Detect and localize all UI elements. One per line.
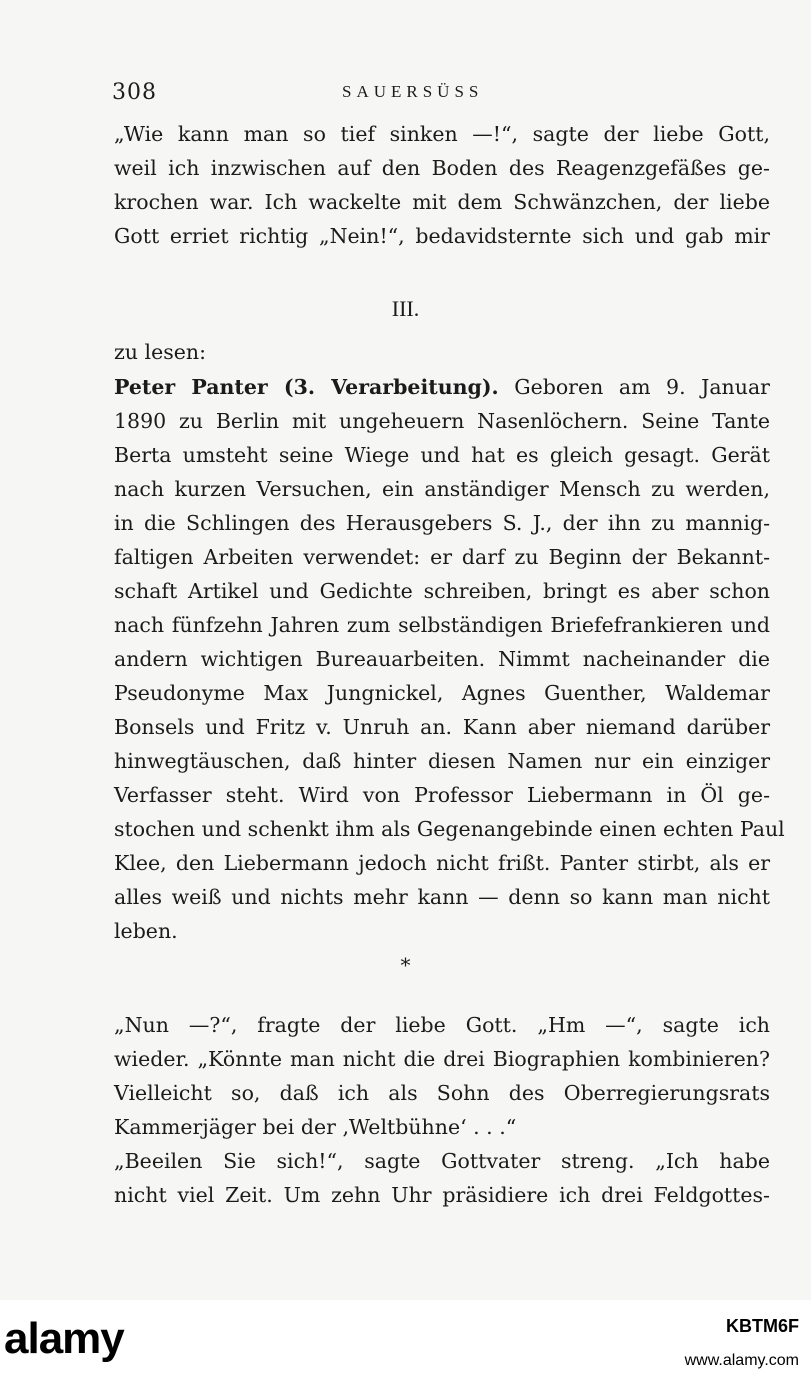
- text-line: Berta umsteht seine Wiege und hat es gleich gesagt. Gerät: [114, 443, 770, 467]
- bio-name: Peter Panter (3. Verarbeitung).: [114, 375, 499, 399]
- site-url: www.alamy.com: [684, 1352, 799, 1369]
- text-line: krochen war. Ich wackelte mit dem Schwänzchen, der liebe: [114, 190, 770, 214]
- text-line: stochen und schenkt ihm als Gegenangebinde einen echten Paul: [114, 817, 785, 841]
- running-title: SAUERSÜSS: [342, 82, 484, 101]
- text-line: alles weiß und nichts mehr kann — denn so kann man nicht: [114, 885, 770, 909]
- text-line: Kammerjäger bei der ‚Weltbühne‘ . . .“: [114, 1115, 517, 1139]
- text-line: 1890 zu Berlin mit ungeheuern Nasenlöchern. Seine Tante: [114, 409, 770, 433]
- text-line: Pseudonyme Max Jungnickel, Agnes Guenther, Waldemar: [114, 681, 770, 705]
- text-line: in die Schlingen des Herausgebers S. J., der ihn zu mannig-: [114, 511, 770, 535]
- image-id: KBTM6F: [726, 1316, 799, 1336]
- text-line: nicht viel Zeit. Um zehn Uhr präsidiere ich drei Feldgottes-: [114, 1183, 770, 1207]
- text-line: Bonsels und Fritz v. Unruh an. Kann aber niemand darüber: [114, 715, 770, 739]
- text-line: nach fünfzehn Jahren zum selbständigen Briefefrankieren und: [114, 613, 770, 637]
- text-line: Gott erriet richtig „Nein!“, bedavidsternte sich und gab mir: [114, 224, 770, 248]
- text-line: weil ich inzwischen auf den Boden des Reagenzgefäßes ge-: [114, 156, 770, 180]
- text-line: andern wichtigen Bureauarbeiten. Nimmt nacheinander die: [114, 647, 770, 671]
- text-line: nach kurzen Versuchen, ein anständiger Mensch zu werden,: [114, 477, 770, 501]
- text-line: Klee, den Liebermann jedoch nicht frißt. Panter stirbt, als er: [114, 851, 770, 875]
- text-line: Verfasser steht. Wird von Professor Liebermann in Öl ge-: [114, 783, 770, 807]
- text-line: Vielleicht so, daß ich als Sohn des Oberregierungsrats: [114, 1081, 770, 1105]
- page-number: 308: [112, 80, 157, 105]
- bio-first-line: [114, 370, 770, 404]
- alamy-logo: alamy: [4, 1314, 124, 1363]
- text-line: faltigen Arbeiten verwendet: er darf zu Beginn der Bekannt-: [114, 545, 770, 569]
- text-line: „Wie kann man so tief sinken —!“, sagte der liebe Gott,: [114, 122, 770, 146]
- text-line: schaft Artikel und Gedichte schreiben, bringt es aber schon: [114, 579, 770, 603]
- watermark-bar: [0, 1300, 811, 1390]
- text-line: hinwegtäuschen, daß hinter diesen Namen nur ein einziger: [114, 749, 770, 773]
- text-line: wieder. „Könnte man nicht die drei Biographien kombinieren?: [114, 1047, 770, 1071]
- text-line: „Beeilen Sie sich!“, sagte Gottvater streng. „Ich habe: [114, 1149, 770, 1173]
- section-heading: III.: [391, 296, 420, 321]
- text-line: „Nun —?“, fragte der liebe Gott. „Hm —“, sagte ich: [114, 1013, 770, 1037]
- text-line: zu lesen:: [114, 340, 206, 364]
- bio-first-rest: Geboren am 9. Januar: [498, 375, 770, 399]
- text-line: leben.: [114, 919, 178, 943]
- section-separator: *: [400, 953, 411, 977]
